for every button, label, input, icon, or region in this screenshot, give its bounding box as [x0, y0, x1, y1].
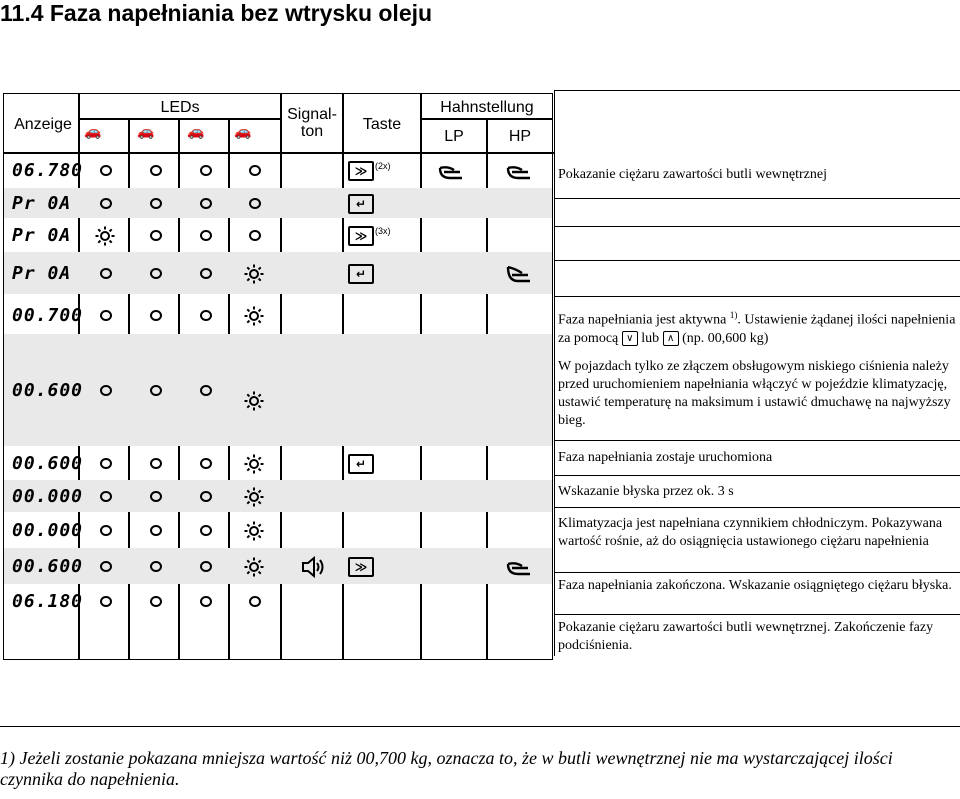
- enter-key-icon: ↵: [348, 194, 374, 214]
- row-stripe: [4, 188, 552, 218]
- led-off-icon: [200, 268, 212, 279]
- led-on-icon: [244, 521, 264, 541]
- display-value: 00.000: [12, 520, 84, 541]
- down-key-icon: ∨: [622, 331, 638, 346]
- display-value: Pr 0A: [12, 225, 72, 246]
- led-on-icon: [244, 391, 264, 411]
- led-off-icon: [200, 491, 212, 502]
- hp-valve-icon: [504, 261, 532, 287]
- led-off-icon: [200, 310, 212, 321]
- display-value: Pr 0A: [12, 263, 72, 284]
- led-off-icon: [200, 596, 212, 607]
- display-value: 06.180: [12, 591, 84, 612]
- display-value: 00.700: [12, 305, 84, 326]
- speaker-icon: [300, 555, 326, 584]
- footnote: 1) Jeżeli zostanie pokazana mniejsza wartość niż 00,700 kg, oznacza to, że w butli wewnętrznej nie ma wystarczającej ilości czynnika do napełnienia.: [0, 748, 893, 789]
- row-stripe: [4, 252, 552, 294]
- display-value: 00.600: [12, 556, 84, 577]
- display-value: 00.000: [12, 486, 84, 507]
- more-key-icon: ≫: [348, 557, 374, 577]
- led-off-icon: [249, 596, 261, 607]
- car-icon: 🚗: [187, 125, 205, 140]
- desc-separator: [554, 572, 960, 573]
- led-off-icon: [100, 198, 112, 209]
- footnote-divider: [0, 726, 960, 727]
- header-bottom-line: [4, 152, 554, 154]
- led-off-icon: [100, 525, 112, 536]
- desc-separator: [554, 296, 960, 297]
- desc-row-9: Klimatyzacja jest napełniana czynnikiem chłodniczym. Pokazywana wartość rośnie, aż do osiągnięcia ustawionego ciężaru napełnienia: [558, 516, 943, 549]
- display-value: Pr 0A: [12, 193, 72, 214]
- desc-separator: [554, 260, 960, 261]
- led-off-icon: [100, 596, 112, 607]
- led-off-icon: [100, 268, 112, 279]
- key-press-count: (3x): [375, 226, 391, 236]
- display-value: 00.600: [12, 453, 84, 474]
- led-on-icon: [244, 264, 264, 284]
- led-off-icon: [200, 385, 212, 396]
- led-off-icon: [150, 525, 162, 536]
- led-off-icon: [100, 165, 112, 176]
- led-off-icon: [100, 491, 112, 502]
- led-off-icon: [249, 165, 261, 176]
- led-off-icon: [100, 310, 112, 321]
- lp-valve-icon: [436, 158, 464, 184]
- key-press-count: (2x): [375, 161, 391, 171]
- hp-valve-icon: [504, 554, 532, 580]
- led-off-icon: [200, 561, 212, 572]
- desc-separator: [554, 614, 960, 615]
- header-hp: HP: [508, 128, 532, 145]
- enter-key-icon: ↵: [348, 264, 374, 284]
- led-off-icon: [150, 561, 162, 572]
- led-off-icon: [249, 198, 261, 209]
- car-icon: 🚗: [84, 125, 102, 140]
- led-off-icon: [150, 385, 162, 396]
- led-off-icon: [150, 458, 162, 469]
- desc-separator: [554, 198, 960, 199]
- led-on-icon: [244, 487, 264, 507]
- led-off-icon: [100, 561, 112, 572]
- led-off-icon: [100, 385, 112, 396]
- more-key-icon: ≫: [348, 161, 374, 181]
- header-leds: LEDs: [160, 99, 200, 116]
- desc-row-7: Faza napełniania zostaje uruchomiona: [558, 450, 773, 465]
- led-off-icon: [100, 458, 112, 469]
- led-off-icon: [200, 230, 212, 241]
- led-on-icon: [244, 454, 264, 474]
- led-off-icon: [200, 525, 212, 536]
- header-hahnstellung: Hahnstellung: [440, 99, 534, 116]
- led-off-icon: [150, 310, 162, 321]
- enter-key-icon: ↵: [348, 454, 374, 474]
- desc-row-11: Pokazanie ciężaru zawartości butli wewnętrznej. Zakończenie fazy podciśnienia.: [558, 620, 934, 653]
- desc-separator: [554, 507, 960, 508]
- desc-row-10: Faza napełniania zakończona. Wskazanie osiągniętego ciężaru błyska.: [558, 578, 952, 593]
- desc-row-5: Faza napełniania jest aktywna $^{1)}$. Ustawienie żądanej ilości napełnienia za pomocą ∨ lub ∧ (np. 00,600 kg): [558, 310, 956, 346]
- hp-valve-icon: [504, 158, 532, 184]
- procedure-table: [3, 93, 553, 660]
- led-off-icon: [200, 165, 212, 176]
- car-icon: 🚗: [137, 125, 155, 140]
- display-value: 00.600: [12, 380, 84, 401]
- desc-separator: [554, 226, 960, 227]
- more-key-icon: ≫: [348, 226, 374, 246]
- header-taste: Taste: [362, 116, 402, 133]
- led-off-icon: [150, 268, 162, 279]
- desc-separator: [554, 475, 960, 476]
- header-anzeige: Anzeige: [14, 116, 72, 133]
- led-on-icon: [244, 557, 264, 577]
- desc-separator: [554, 440, 960, 441]
- led-on-icon: [95, 226, 115, 246]
- led-off-icon: [150, 165, 162, 176]
- row-stripe: [4, 480, 552, 512]
- header-lp: LP: [444, 128, 464, 145]
- desc-row-6: W pojazdach tylko ze złączem obsługowym niskiego ciśnienia należy przed uruchomieniem napełniania włączyć w pojeździe klimatyzację, ustawić temperaturę na maksimum i ustawić dmuchawę na najwyższy bieg.: [558, 359, 951, 428]
- display-value: 06.780: [12, 160, 84, 181]
- led-off-icon: [150, 198, 162, 209]
- row-stripe: [4, 334, 552, 446]
- led-off-icon: [150, 491, 162, 502]
- row-stripe: [4, 548, 552, 584]
- led-off-icon: [150, 230, 162, 241]
- desc-row-8: Wskazanie błyska przez ok. 3 s: [558, 484, 734, 499]
- led-off-icon: [200, 198, 212, 209]
- led-off-icon: [200, 458, 212, 469]
- desc-row-1: Pokazanie ciężaru zawartości butli wewnętrznej: [558, 167, 827, 182]
- led-off-icon: [150, 596, 162, 607]
- led-on-icon: [244, 306, 264, 326]
- led-off-icon: [249, 230, 261, 241]
- car-icon: 🚗: [234, 125, 252, 140]
- header-divider: [80, 118, 280, 120]
- page-title: 11.4 Faza napełniania bez wtrysku oleju: [0, 0, 433, 26]
- up-key-icon: ∧: [663, 331, 679, 346]
- header-signalton: Signal- ton: [287, 106, 337, 140]
